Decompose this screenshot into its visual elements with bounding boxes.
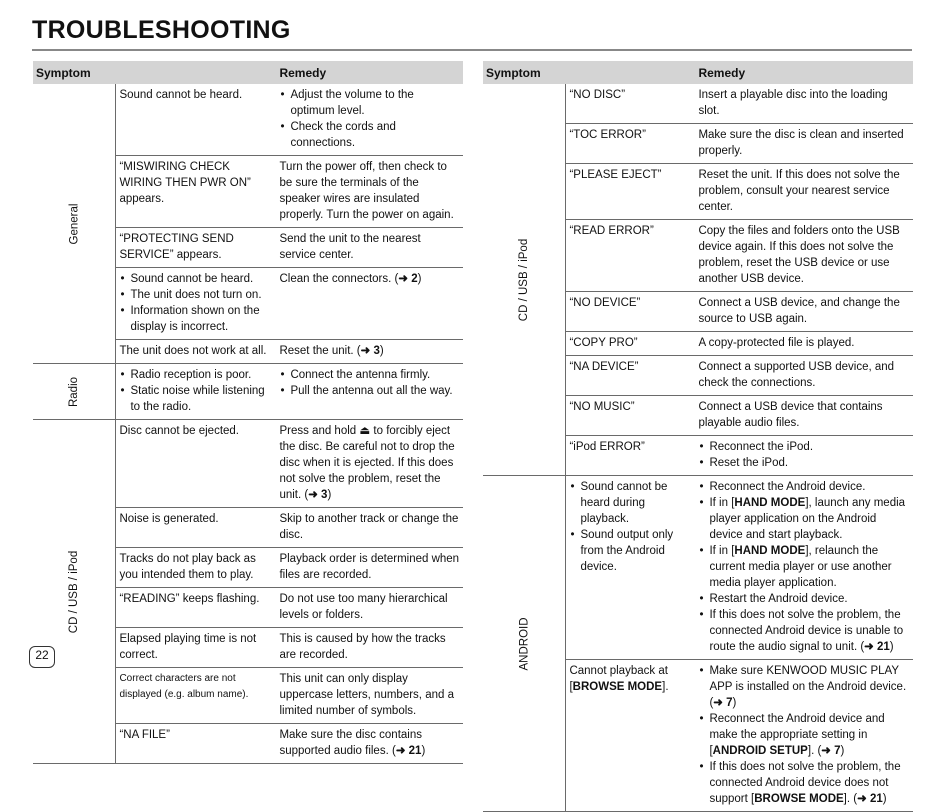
- remedy-cell: [695, 332, 913, 356]
- symptom-cell: [566, 124, 696, 164]
- symptom-item: • Sound output only from the Android device.: [580, 527, 692, 575]
- remedy-cell: [695, 84, 913, 124]
- remedy-cell: [695, 476, 913, 660]
- symptom-cell: [566, 164, 696, 220]
- category-cell: [33, 420, 116, 764]
- remedy-item: • Reset the iPod.: [709, 455, 910, 471]
- remedy-cell: [276, 628, 463, 668]
- symptom-item: • Sound cannot be heard.: [130, 271, 273, 287]
- title-divider: [32, 49, 912, 51]
- symptom-cell: [116, 588, 277, 628]
- symptom-text: Tracks do not play back as you intended them to play.: [119, 553, 256, 581]
- remedy-list: [279, 367, 460, 399]
- symptom-text: “NA FILE”: [119, 729, 170, 741]
- symptom-header: Symptom: [33, 61, 276, 84]
- remedy-item: • If this does not solve the problem, the connected Android device does not support [BROWSE MODE]. (➜ 21): [709, 759, 910, 807]
- remedy-text: Make sure the disc contains supported audio files. (➜ 21): [279, 729, 426, 757]
- category-cell: [483, 84, 566, 476]
- remedy-cell: [695, 124, 913, 164]
- remedy-text: This unit can only display uppercase letters, numbers, and a limited number of symbols.: [279, 673, 454, 717]
- remedy-item: • Pull the antenna out all the way.: [290, 383, 460, 399]
- page-title: TROUBLESHOOTING: [32, 16, 291, 44]
- remedy-text: Turn the power off, then check to be sure the terminals of the speaker wires are insulated properly. Turn the power on again.: [279, 161, 454, 221]
- remedy-item: • Make sure KENWOOD MUSIC PLAY APP is installed on the Android device. (➜ 7): [709, 663, 910, 711]
- remedy-list: [279, 87, 460, 151]
- symptom-text: “NO MUSIC”: [569, 401, 635, 413]
- category-cell: [483, 476, 566, 812]
- symptom-text: “NA DEVICE”: [569, 361, 639, 373]
- symptom-cell: [116, 628, 277, 668]
- symptom-text: Sound cannot be heard.: [119, 89, 243, 101]
- table-row: [33, 420, 463, 508]
- symptom-list: [119, 271, 273, 335]
- troubleshooting-table-right: [483, 61, 913, 812]
- remedy-text: Make sure the disc is clean and inserted properly.: [698, 129, 904, 157]
- remedy-cell: [276, 340, 463, 364]
- symptom-cell: [116, 364, 277, 420]
- symptom-text: Cannot playback at [BROWSE MODE].: [569, 665, 669, 693]
- category-label: CD / USB / iPod: [518, 238, 531, 321]
- remedy-cell: [276, 548, 463, 588]
- remedy-cell: [695, 396, 913, 436]
- category-label: Radio: [68, 376, 81, 407]
- remedy-item: • Reconnect the Android device.: [709, 479, 910, 495]
- remedy-text: Connect a supported USB device, and check the connections.: [698, 361, 895, 389]
- remedy-item: • Restart the Android device.: [709, 591, 910, 607]
- symptom-cell: [566, 292, 696, 332]
- symptom-text: “iPod ERROR”: [569, 441, 645, 453]
- remedy-cell: [276, 588, 463, 628]
- remedy-item: • Reconnect the iPod.: [709, 439, 910, 455]
- remedy-header: Remedy: [276, 61, 463, 84]
- symptom-cell: [566, 332, 696, 356]
- table-row: [33, 364, 463, 420]
- remedy-cell: [276, 156, 463, 228]
- symptom-cell: [566, 356, 696, 396]
- remedy-cell: [276, 268, 463, 340]
- remedy-cell: [276, 364, 463, 420]
- remedy-text: Reset the unit. (➜ 3): [279, 345, 384, 357]
- symptom-item: • Sound cannot be heard during playback.: [580, 479, 692, 527]
- symptom-cell: [116, 420, 277, 508]
- remedy-cell: [276, 420, 463, 508]
- remedy-item: • If in [HAND MODE], relaunch the current media player or use another media player application.: [709, 543, 910, 591]
- symptom-text: Elapsed playing time is not correct.: [119, 633, 257, 661]
- symptom-cell: [566, 436, 696, 476]
- remedy-cell: [276, 724, 463, 764]
- symptom-text: “PLEASE EJECT”: [569, 169, 662, 181]
- symptom-cell: [566, 476, 696, 660]
- symptom-text: “COPY PRO”: [569, 337, 638, 349]
- remedy-text: Copy the files and folders onto the USB device again. If this does not solve the problem, reset the USB device or use another USB device.: [698, 225, 900, 285]
- remedy-text: Connect a USB device that contains playable audio files.: [698, 401, 883, 429]
- remedy-item: • Adjust the volume to the optimum level.: [290, 87, 460, 119]
- remedy-item: • Check the cords and connections.: [290, 119, 460, 151]
- remedy-text: Reset the unit. If this does not solve the problem, consult your nearest service center.: [698, 169, 900, 213]
- symptom-text: Correct characters are not displayed (e.g. album name).: [119, 673, 249, 700]
- remedy-cell: [695, 220, 913, 292]
- category-label: ANDROID: [518, 616, 531, 671]
- remedy-cell: [276, 668, 463, 724]
- symptom-text: “READING” keeps flashing.: [119, 593, 260, 605]
- remedy-item: • If this does not solve the problem, the connected Android device is unable to route the audio signal to unit. (➜ 21): [709, 607, 910, 655]
- symptom-list: [119, 367, 273, 415]
- remedy-text: Clean the connectors. (➜ 2): [279, 273, 422, 285]
- category-label: CD / USB / iPod: [68, 550, 81, 633]
- symptom-cell: [116, 84, 277, 156]
- symptom-cell: [566, 84, 696, 124]
- remedy-cell: [276, 84, 463, 156]
- remedy-text: Send the unit to the nearest service center.: [279, 233, 421, 261]
- table-row: [483, 476, 913, 660]
- remedy-cell: [695, 292, 913, 332]
- page-number: 22: [29, 646, 55, 668]
- remedy-text: Connect a USB device, and change the source to USB again.: [698, 297, 900, 325]
- category-cell: [33, 84, 116, 364]
- remedy-list: [698, 439, 910, 471]
- category-label: General: [68, 203, 81, 244]
- symptom-list: [569, 479, 692, 575]
- symptom-text: “READ ERROR”: [569, 225, 654, 237]
- symptom-cell: [116, 228, 277, 268]
- symptom-cell: [116, 268, 277, 340]
- remedy-item: • If in [HAND MODE], launch any media player application on the Android device and start playback.: [709, 495, 910, 543]
- remedy-text: Playback order is determined when files are recorded.: [279, 553, 460, 581]
- remedy-list: [698, 479, 910, 655]
- remedy-text: Press and hold ⏏ to forcibly eject the disc. Be careful not to drop the disc when it is ejected. If this does not solve the problem, reset the unit. (➜ 3): [279, 425, 455, 501]
- remedy-text: A copy-protected file is played.: [698, 337, 855, 349]
- symptom-text: The unit does not work at all.: [119, 345, 267, 357]
- symptom-text: “TOC ERROR”: [569, 129, 646, 141]
- remedy-item: • Reconnect the Android device and make the appropriate setting in [ANDROID SETUP]. (➜ 7): [709, 711, 910, 759]
- remedy-cell: [695, 660, 913, 812]
- category-cell: [33, 364, 116, 420]
- symptom-cell: [116, 156, 277, 228]
- symptom-cell: [566, 660, 696, 812]
- remedy-cell: [276, 508, 463, 548]
- remedy-text: Insert a playable disc into the loading slot.: [698, 89, 888, 117]
- symptom-text: “NO DEVICE”: [569, 297, 641, 309]
- symptom-cell: [116, 340, 277, 364]
- symptom-text: “MISWIRING CHECK WIRING THEN PWR ON” appears.: [119, 161, 251, 205]
- symptom-item: • Static noise while listening to the radio.: [130, 383, 273, 415]
- remedy-text: This is caused by how the tracks are recorded.: [279, 633, 446, 661]
- remedy-item: • Connect the antenna firmly.: [290, 367, 460, 383]
- symptom-text: Noise is generated.: [119, 513, 219, 525]
- remedy-cell: [695, 436, 913, 476]
- symptom-item: • Radio reception is poor.: [130, 367, 273, 383]
- symptom-cell: [116, 548, 277, 588]
- symptom-header: Symptom: [483, 61, 695, 84]
- symptom-item: • Information shown on the display is incorrect.: [130, 303, 273, 335]
- troubleshooting-table-left: [33, 61, 463, 764]
- symptom-cell: [116, 724, 277, 764]
- symptom-cell: [116, 508, 277, 548]
- table-row: [483, 84, 913, 124]
- symptom-text: “PROTECTING SEND SERVICE” appears.: [119, 233, 234, 261]
- remedy-cell: [695, 356, 913, 396]
- symptom-cell: [566, 396, 696, 436]
- symptom-cell: [566, 220, 696, 292]
- symptom-text: Disc cannot be ejected.: [119, 425, 239, 437]
- symptom-text: “NO DISC”: [569, 89, 626, 101]
- remedy-text: Do not use too many hierarchical levels or folders.: [279, 593, 448, 621]
- remedy-text: Skip to another track or change the disc.: [279, 513, 459, 541]
- remedy-list: [698, 663, 910, 807]
- remedy-cell: [276, 228, 463, 268]
- table-row: [33, 84, 463, 156]
- remedy-header: Remedy: [695, 61, 913, 84]
- symptom-item: • The unit does not turn on.: [130, 287, 273, 303]
- symptom-cell: [116, 668, 277, 724]
- remedy-cell: [695, 164, 913, 220]
